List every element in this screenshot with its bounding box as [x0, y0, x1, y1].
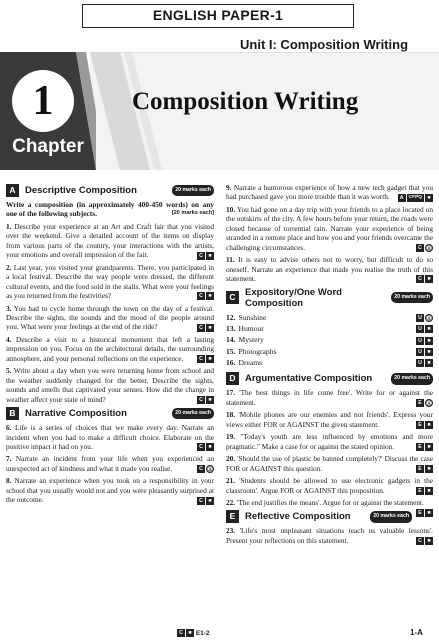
tag-icon: E	[416, 509, 424, 517]
marks-badge: 20 marks each	[172, 408, 214, 419]
marks-badge: 20 marks each	[391, 292, 433, 303]
tag-icon: U	[416, 348, 424, 356]
section-title: Expository/One Word Composition	[245, 286, 342, 309]
tag-icon: ■	[206, 324, 214, 332]
tag-icon: E	[416, 443, 424, 451]
word-item: 15. Photographs U ■	[226, 346, 433, 357]
question-19: 19. "Today's youth are less influenced by emotions and more pragmatic." Make a case for or against the stated opinion. E ■	[226, 432, 433, 451]
word-item: 13. Humour U ■	[226, 323, 433, 334]
cfpq-badge: CFPQ	[408, 194, 422, 200]
section-a-header	[6, 184, 214, 197]
tag-icon: ■	[206, 292, 214, 300]
tag-icon: U	[416, 325, 424, 333]
chapter-title: Composition Writing	[132, 88, 359, 115]
tag-icon: ■	[425, 509, 433, 517]
tag-icon: A	[398, 194, 406, 202]
word-list	[226, 312, 433, 369]
tag-icon: E	[416, 421, 424, 429]
tag-icon: ■	[425, 337, 433, 345]
tag-icon: ■	[425, 537, 433, 545]
tag-icon: C	[416, 537, 424, 545]
tag-icon: ■	[425, 359, 433, 367]
section-title: Descriptive Composition	[25, 185, 137, 196]
section-letter: E	[226, 510, 239, 523]
tag-icon: ■	[425, 348, 433, 356]
question-9: 9. Narrate a humorous experience of how a new tech gadget that you had purchased gave you more trouble than it was worth. A CFPQ ■	[226, 183, 433, 202]
tag-icon: Ⓐ	[426, 246, 432, 253]
section-e-header	[226, 510, 412, 523]
question-21: 21. 'Students should be allowed to use electronic gadgets in the classroom'. Argue FOR or AGAINST this proposition. E ■	[226, 476, 433, 495]
tag-icon: ■	[206, 252, 214, 260]
section-c-header	[226, 287, 433, 309]
section-title: Narrative Composition	[25, 408, 127, 420]
page-code: E1-2	[195, 630, 210, 637]
question-18: 18. 'Mobile phones are our enemies and not friends'. Express your views either FOR or AGAINST the given statement. E ■	[226, 410, 434, 429]
chapter-number: 1	[12, 70, 74, 132]
marks-badge: 20 marks each	[370, 511, 412, 522]
word-item: 12. Sunshine U Ⓐ	[226, 312, 432, 322]
section-letter: C	[226, 291, 239, 304]
question-4: 4. Describe a visit to a historical monument that left a lasting impression on you. Focus on the architectural details, the surrounding atmosphere, and your personal reflections on the experience. C ■	[6, 334, 214, 363]
footer-code	[176, 629, 210, 638]
question-5: 5. Write about a day when you were returning home from school and the weather suddenly changed for the better. Describe the sights, sounds and smells that captivated your senses. How did the change in weather affect your state of mind? C ■	[6, 366, 214, 404]
section-letter: B	[6, 407, 19, 420]
question-20: 20. 'Should the use of plastic be banned completely?' Discuss the case FOR or AGAINST this question. E ■	[226, 454, 433, 473]
tag-icon: E	[416, 465, 424, 473]
tag-icon: C	[197, 292, 205, 300]
tag-icon: C	[197, 396, 205, 404]
tag-icon: ■	[425, 465, 433, 473]
question-7: 7. Narrate an incident from your life when you experienced an unexpected act of kindness and what it made you realise. C Ⓐ	[6, 454, 214, 474]
tag-icon: Ⓐ	[207, 467, 213, 474]
question-2: 2. Last year, you visited your grandparents. There, you participated in a local festival. Describe the way people were dressed, the different cultural events, and the food sold in the stalls. What were your feelings as you returned from the festivities? C ■	[6, 262, 214, 301]
section-title: Argumentative Composition	[245, 373, 373, 385]
paper-title: ENGLISH PAPER-1	[82, 4, 354, 28]
instruction-marks: [20 marks each]	[171, 210, 214, 217]
tag-icon: U	[416, 359, 424, 367]
tag-icon: C	[197, 252, 205, 260]
tag-icon: C	[177, 629, 185, 637]
tag-icon: C	[197, 497, 205, 505]
section-letter: D	[226, 372, 239, 385]
question-10: 10. You had gone on a day trip with your friends to a place located on the outskirts of the city. A few hours before your return, the roads were closed because of torrential rain. Narrate your experience of being stranded in a remote place and how you and your friends overcame the challenging circumstances. C Ⓐ	[226, 204, 433, 253]
tag-icon: ■	[425, 487, 433, 495]
word-item: 16. Dreams U ■	[226, 357, 433, 368]
tag-icon: Ⓐ	[426, 315, 432, 322]
question-11: 11. It is easy to advise others not to worry, but difficult to do so oneself. Narrate an experience that made you realise the truth of this statement. C ■	[226, 255, 433, 284]
question-6: 6. Life is a series of choices that we make every day. Narrate an incident when you had to make a difficult choice. Elaborate on the positive impact it had on you. C ■	[6, 423, 215, 451]
word-item: 14. Mystery U ■	[226, 334, 433, 345]
question-17: 17. 'The best things in life come free'. Write for or against the statement. E Ⓐ	[226, 388, 433, 408]
chapter-label: Chapter	[12, 136, 84, 157]
tag-icon: ■	[206, 355, 214, 363]
marks-badge: 20 marks each	[172, 185, 214, 196]
marks-badge: 20 marks each	[391, 373, 433, 384]
tag-icon: C	[197, 355, 205, 363]
question-1: 1. Describe your experience at an Art and Craft fair that you visited over the weekend. Give a detailed account of the items on display from various parts of the country, your interactions with the artists, your emotions and overall impression of the fair. C ■	[6, 221, 214, 260]
tag-icon: C	[197, 465, 205, 473]
question-23: 23. 'Life's most unpleasant situations teach us valuable lessons'. Present your reflections on this statement. C ■	[226, 526, 434, 545]
tag-icon: E	[416, 399, 424, 407]
unit-title: Unit I: Composition Writing	[240, 37, 409, 52]
tag-icon: U	[416, 337, 424, 345]
question-tags	[196, 250, 214, 259]
tag-icon: E	[416, 487, 424, 495]
section-d-header	[226, 372, 433, 385]
tag-icon: Ⓐ	[426, 401, 432, 408]
tag-icon: C	[416, 275, 424, 283]
section-letter: A	[6, 184, 19, 197]
question-8: 8. Narrate an experience when you took on a responsibility in your school that you usually would not and you were pleasantly surprised at the outcome. C ■	[6, 476, 214, 505]
question-3: 3. You had to cycle home through the town on the day of a festival. Describe the sights, the sounds and the mood of the people around you. What were your feelings at the end of the ride? C ■	[6, 303, 214, 332]
tag-icon: ■	[186, 629, 194, 637]
tag-icon: ■	[206, 443, 214, 451]
left-column	[6, 183, 214, 508]
right-column	[226, 183, 433, 548]
page-footer	[0, 629, 439, 639]
tag-icon: C	[416, 244, 424, 252]
tag-icon: C	[197, 324, 205, 332]
tag-icon: ■	[425, 421, 433, 429]
section-title: Reflective Composition	[245, 511, 351, 523]
tag-icon: ■	[425, 443, 433, 451]
tag-icon: U	[416, 314, 424, 322]
page-number: 1-A	[410, 628, 423, 637]
section-b-header	[6, 407, 214, 420]
question-22: 22. 'The end justifies the means'. Argue for or against the statement. E ■	[226, 498, 433, 507]
tag-icon: ■	[425, 194, 433, 202]
instruction: Write a composition (in approximately 400-450 words) on any one of the following subjects. [20 marks each]	[6, 200, 214, 219]
tag-icon: C	[197, 443, 205, 451]
tag-icon: ■	[206, 497, 214, 505]
tag-icon: ■	[425, 325, 433, 333]
tag-icon: ■	[206, 396, 214, 404]
tag-icon: ■	[425, 275, 433, 283]
chapter-badge	[0, 52, 96, 170]
